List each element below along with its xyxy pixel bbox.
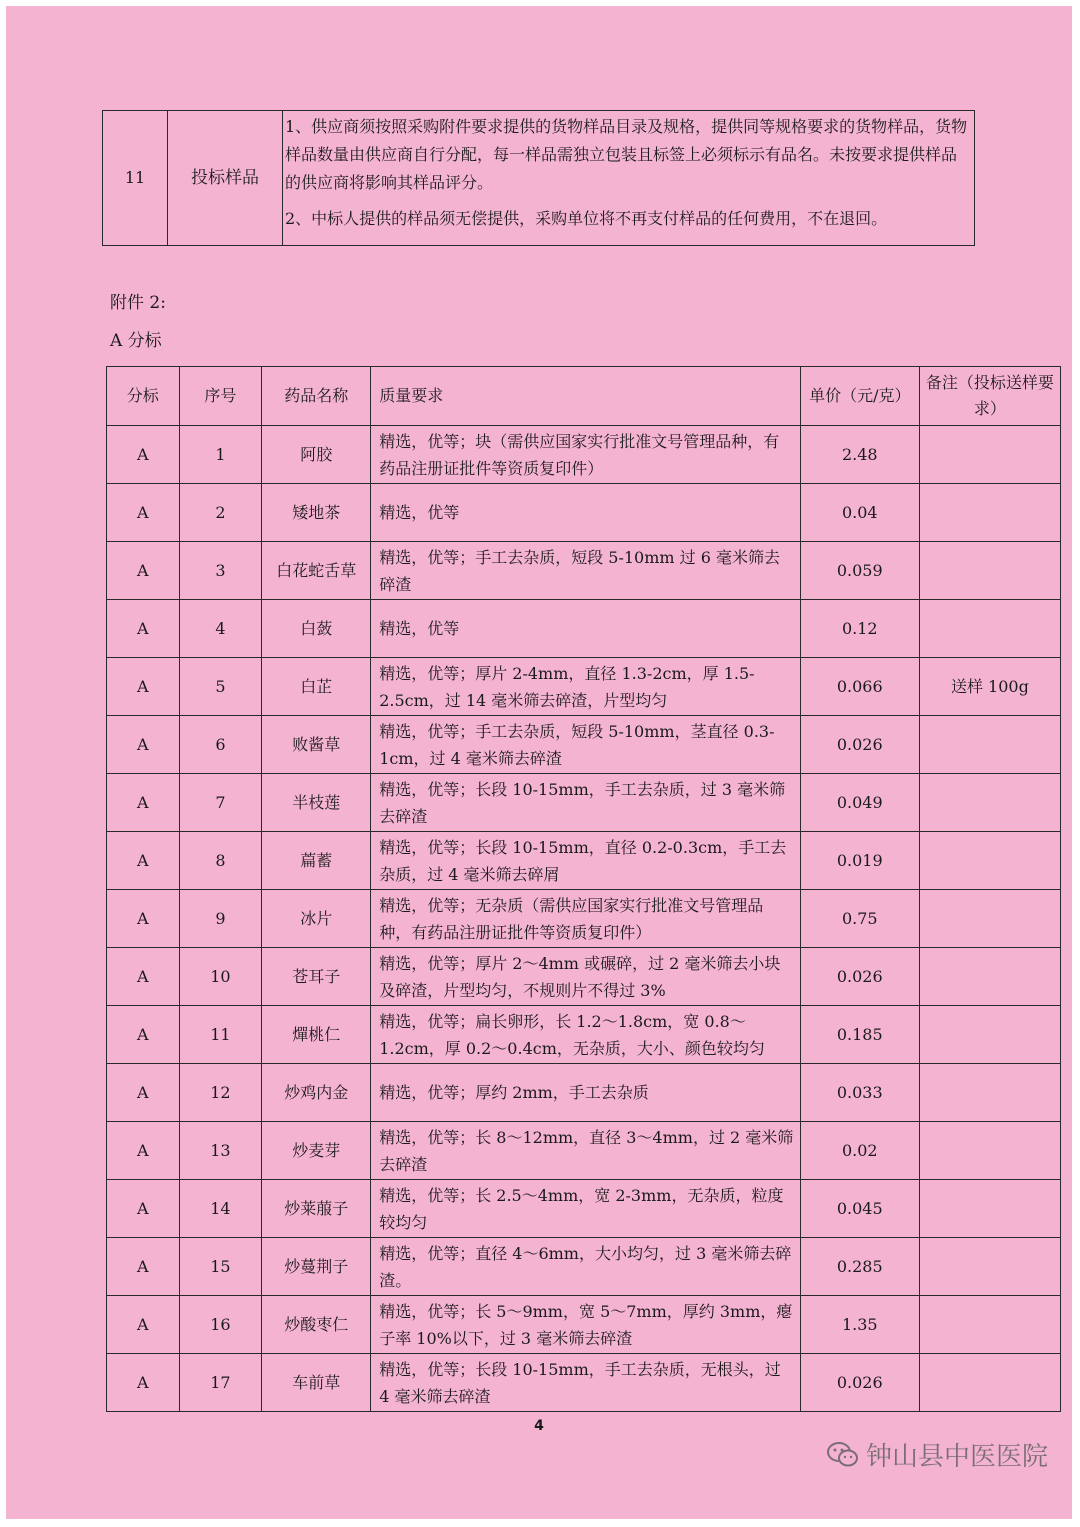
cell-price: 0.045 xyxy=(800,1180,919,1238)
table-row xyxy=(107,1064,1061,1122)
cell-lot: A xyxy=(107,484,180,542)
cell-price: 0.75 xyxy=(800,890,919,948)
table-row xyxy=(107,832,1061,890)
cell-number: 7 xyxy=(179,774,262,832)
cell-price: 0.049 xyxy=(800,774,919,832)
cell-number: 9 xyxy=(179,890,262,948)
cell-quality: 精选，优等；长段 10-15mm，直径 0.2-0.3cm，手工去杂质，过 4 毫米筛去碎屑 xyxy=(371,832,801,890)
cell-lot: A xyxy=(107,948,180,1006)
cell-number: 17 xyxy=(179,1354,262,1412)
cell-lot: A xyxy=(107,600,180,658)
cell-quality: 精选，优等；长段 10-15mm，手工去杂质，过 3 毫米筛去碎渣 xyxy=(371,774,801,832)
cell-price: 0.019 xyxy=(800,832,919,890)
cell-name: 炒麦芽 xyxy=(262,1122,371,1180)
cell-note xyxy=(919,774,1060,832)
cell-price: 0.02 xyxy=(800,1122,919,1180)
cell-price: 0.12 xyxy=(800,600,919,658)
cell-lot: A xyxy=(107,832,180,890)
subsection-heading: A 分标 xyxy=(110,331,162,351)
cell-lot: A xyxy=(107,1238,180,1296)
table-row xyxy=(107,600,1061,658)
cell-note xyxy=(919,1354,1060,1412)
cell-name: 败酱草 xyxy=(262,716,371,774)
cell-number: 6 xyxy=(179,716,262,774)
cell-note xyxy=(919,600,1060,658)
cell-number: 12 xyxy=(179,1064,262,1122)
cell-note xyxy=(919,1064,1060,1122)
cell-name: 苍耳子 xyxy=(262,948,371,1006)
cell-number: 16 xyxy=(179,1296,262,1354)
header-quality: 质量要求 xyxy=(371,367,801,426)
sample-requirements-table xyxy=(102,110,975,246)
cell-note xyxy=(919,948,1060,1006)
cell-price: 2.48 xyxy=(800,426,919,484)
cell-name: 萹蓄 xyxy=(262,832,371,890)
table-row xyxy=(107,1006,1061,1064)
cell-quality: 精选，优等；厚片 2-4mm，直径 1.3-2cm，厚 1.5-2.5cm，过 14 毫米筛去碎渣，片型均匀 xyxy=(371,658,801,716)
cell-number: 4 xyxy=(179,600,262,658)
cell-lot: A xyxy=(107,658,180,716)
cell-lot: A xyxy=(107,1006,180,1064)
cell-name: 半枝莲 xyxy=(262,774,371,832)
cell-price: 1.35 xyxy=(800,1296,919,1354)
table-row xyxy=(107,658,1061,716)
cell-number: 5 xyxy=(179,658,262,716)
cell-lot: A xyxy=(107,716,180,774)
cell-number: 3 xyxy=(179,542,262,600)
cell-quality: 精选，优等 xyxy=(371,600,801,658)
cell-number: 10 xyxy=(179,948,262,1006)
cell-quality: 精选，优等 xyxy=(371,484,801,542)
table-row xyxy=(107,1180,1061,1238)
cell-name: 炒蔓荆子 xyxy=(262,1238,371,1296)
header-lot: 分标 xyxy=(107,367,180,426)
cell-name: 白芷 xyxy=(262,658,371,716)
cell-note xyxy=(919,1122,1060,1180)
cell-lot: A xyxy=(107,1354,180,1412)
cell-lot: A xyxy=(107,1296,180,1354)
cell-quality: 精选，优等；手工去杂质，短段 5-10mm 过 6 毫米筛去碎渣 xyxy=(371,542,801,600)
table-row xyxy=(103,111,975,246)
cell-name: 冰片 xyxy=(262,890,371,948)
cell-lot: A xyxy=(107,1180,180,1238)
cell-name: 白蔹 xyxy=(262,600,371,658)
cell-price: 0.033 xyxy=(800,1064,919,1122)
cell-price: 0.285 xyxy=(800,1238,919,1296)
cell-note xyxy=(919,1006,1060,1064)
cell-number: 8 xyxy=(179,832,262,890)
paragraph-1: 1、供应商须按照采购附件要求提供的货物样品目录及规格，提供同等规格要求的货物样品，货物样品数量由供应商自行分配，每一样品需独立包装且标签上必须标示有品名。未按要求提供样品的供应商将影响其样品评分。 xyxy=(285,117,968,192)
item-number: 11 xyxy=(103,111,168,246)
cell-quality: 精选，优等；厚片 2～4mm 或碾碎，过 2 毫米筛去小块及碎渣，片型均匀，不规则片不得过 3% xyxy=(371,948,801,1006)
table-row xyxy=(107,542,1061,600)
cell-number: 15 xyxy=(179,1238,262,1296)
cell-number: 1 xyxy=(179,426,262,484)
cell-lot: A xyxy=(107,890,180,948)
cell-quality: 精选，优等；直径 4～6mm，大小均匀，过 3 毫米筛去碎渣。 xyxy=(371,1238,801,1296)
wechat-icon xyxy=(826,1440,860,1470)
item-label: 投标样品 xyxy=(168,111,283,246)
table-row xyxy=(107,1354,1061,1412)
cell-note: 送样 100g xyxy=(919,658,1060,716)
cell-name: 阿胶 xyxy=(262,426,371,484)
cell-note xyxy=(919,426,1060,484)
table-row xyxy=(107,484,1061,542)
cell-note xyxy=(919,542,1060,600)
cell-quality: 精选，优等；长 2.5～4mm，宽 2-3mm，无杂质，粒度较均匀 xyxy=(371,1180,801,1238)
cell-lot: A xyxy=(107,1122,180,1180)
cell-note xyxy=(919,1180,1060,1238)
cell-price: 0.066 xyxy=(800,658,919,716)
cell-note xyxy=(919,1238,1060,1296)
table-row xyxy=(107,774,1061,832)
cell-lot: A xyxy=(107,542,180,600)
cell-lot: A xyxy=(107,1064,180,1122)
cell-number: 11 xyxy=(179,1006,262,1064)
cell-number: 14 xyxy=(179,1180,262,1238)
cell-price: 0.059 xyxy=(800,542,919,600)
watermark xyxy=(826,1436,1048,1473)
paragraph-2: 2、中标人提供的样品须无偿提供，采购单位将不再支付样品的任何费用，不在退回。 xyxy=(285,209,888,228)
table-row xyxy=(107,1296,1061,1354)
cell-name: 炒鸡内金 xyxy=(262,1064,371,1122)
cell-quality: 精选，优等；长 5～9mm，宽 5～7mm，厚约 3mm，瘪子率 10%以下，过 3 毫米筛去碎渣 xyxy=(371,1296,801,1354)
cell-price: 0.026 xyxy=(800,1354,919,1412)
cell-name: 炒酸枣仁 xyxy=(262,1296,371,1354)
cell-name: 白花蛇舌草 xyxy=(262,542,371,600)
attachment-heading: 附件 2: xyxy=(110,293,166,313)
cell-name: 矮地茶 xyxy=(262,484,371,542)
table-row xyxy=(107,890,1061,948)
cell-price: 0.185 xyxy=(800,1006,919,1064)
cell-quality: 精选，优等；手工去杂质，短段 5-10mm，茎直径 0.3-1cm，过 4 毫米筛去碎渣 xyxy=(371,716,801,774)
table-row xyxy=(107,1122,1061,1180)
cell-name: 车前草 xyxy=(262,1354,371,1412)
cell-note xyxy=(919,832,1060,890)
header-name: 药品名称 xyxy=(262,367,371,426)
cell-name: 炒莱菔子 xyxy=(262,1180,371,1238)
table-row xyxy=(107,426,1061,484)
document-page xyxy=(6,6,1072,1519)
item-description xyxy=(283,111,975,246)
cell-quality: 精选，优等；长 8～12mm，直径 3～4mm，过 2 毫米筛去碎渣 xyxy=(371,1122,801,1180)
cell-lot: A xyxy=(107,426,180,484)
cell-price: 0.026 xyxy=(800,948,919,1006)
cell-note xyxy=(919,890,1060,948)
cell-lot: A xyxy=(107,774,180,832)
cell-note xyxy=(919,1296,1060,1354)
header-note: 备注（投标送样要求） xyxy=(919,367,1060,426)
page-number: 4 xyxy=(534,1418,544,1434)
watermark-text: 钟山县中医医院 xyxy=(866,1442,1049,1472)
table-row xyxy=(107,948,1061,1006)
header-price: 单价（元/克） xyxy=(800,367,919,426)
cell-quality: 精选，优等；长段 10-15mm，手工去杂质，无根头，过 4 毫米筛去碎渣 xyxy=(371,1354,801,1412)
table-row xyxy=(107,1238,1061,1296)
cell-number: 2 xyxy=(179,484,262,542)
cell-quality: 精选，优等；块（需供应国家实行批准文号管理品种，有药品注册证批件等资质复印件） xyxy=(371,426,801,484)
table-header-row xyxy=(107,367,1061,426)
cell-price: 0.026 xyxy=(800,716,919,774)
cell-quality: 精选，优等；无杂质（需供应国家实行批准文号管理品种，有药品注册证批件等资质复印件） xyxy=(371,890,801,948)
cell-note xyxy=(919,484,1060,542)
medicine-table xyxy=(106,366,1061,1412)
cell-quality: 精选，优等；扁长卵形，长 1.2～1.8cm，宽 0.8～1.2cm，厚 0.2～0.4cm，无杂质，大小、颜色较均匀 xyxy=(371,1006,801,1064)
cell-quality: 精选，优等；厚约 2mm，手工去杂质 xyxy=(371,1064,801,1122)
header-number: 序号 xyxy=(179,367,262,426)
table-row xyxy=(107,716,1061,774)
cell-number: 13 xyxy=(179,1122,262,1180)
cell-name: 燀桃仁 xyxy=(262,1006,371,1064)
cell-price: 0.04 xyxy=(800,484,919,542)
cell-note xyxy=(919,716,1060,774)
